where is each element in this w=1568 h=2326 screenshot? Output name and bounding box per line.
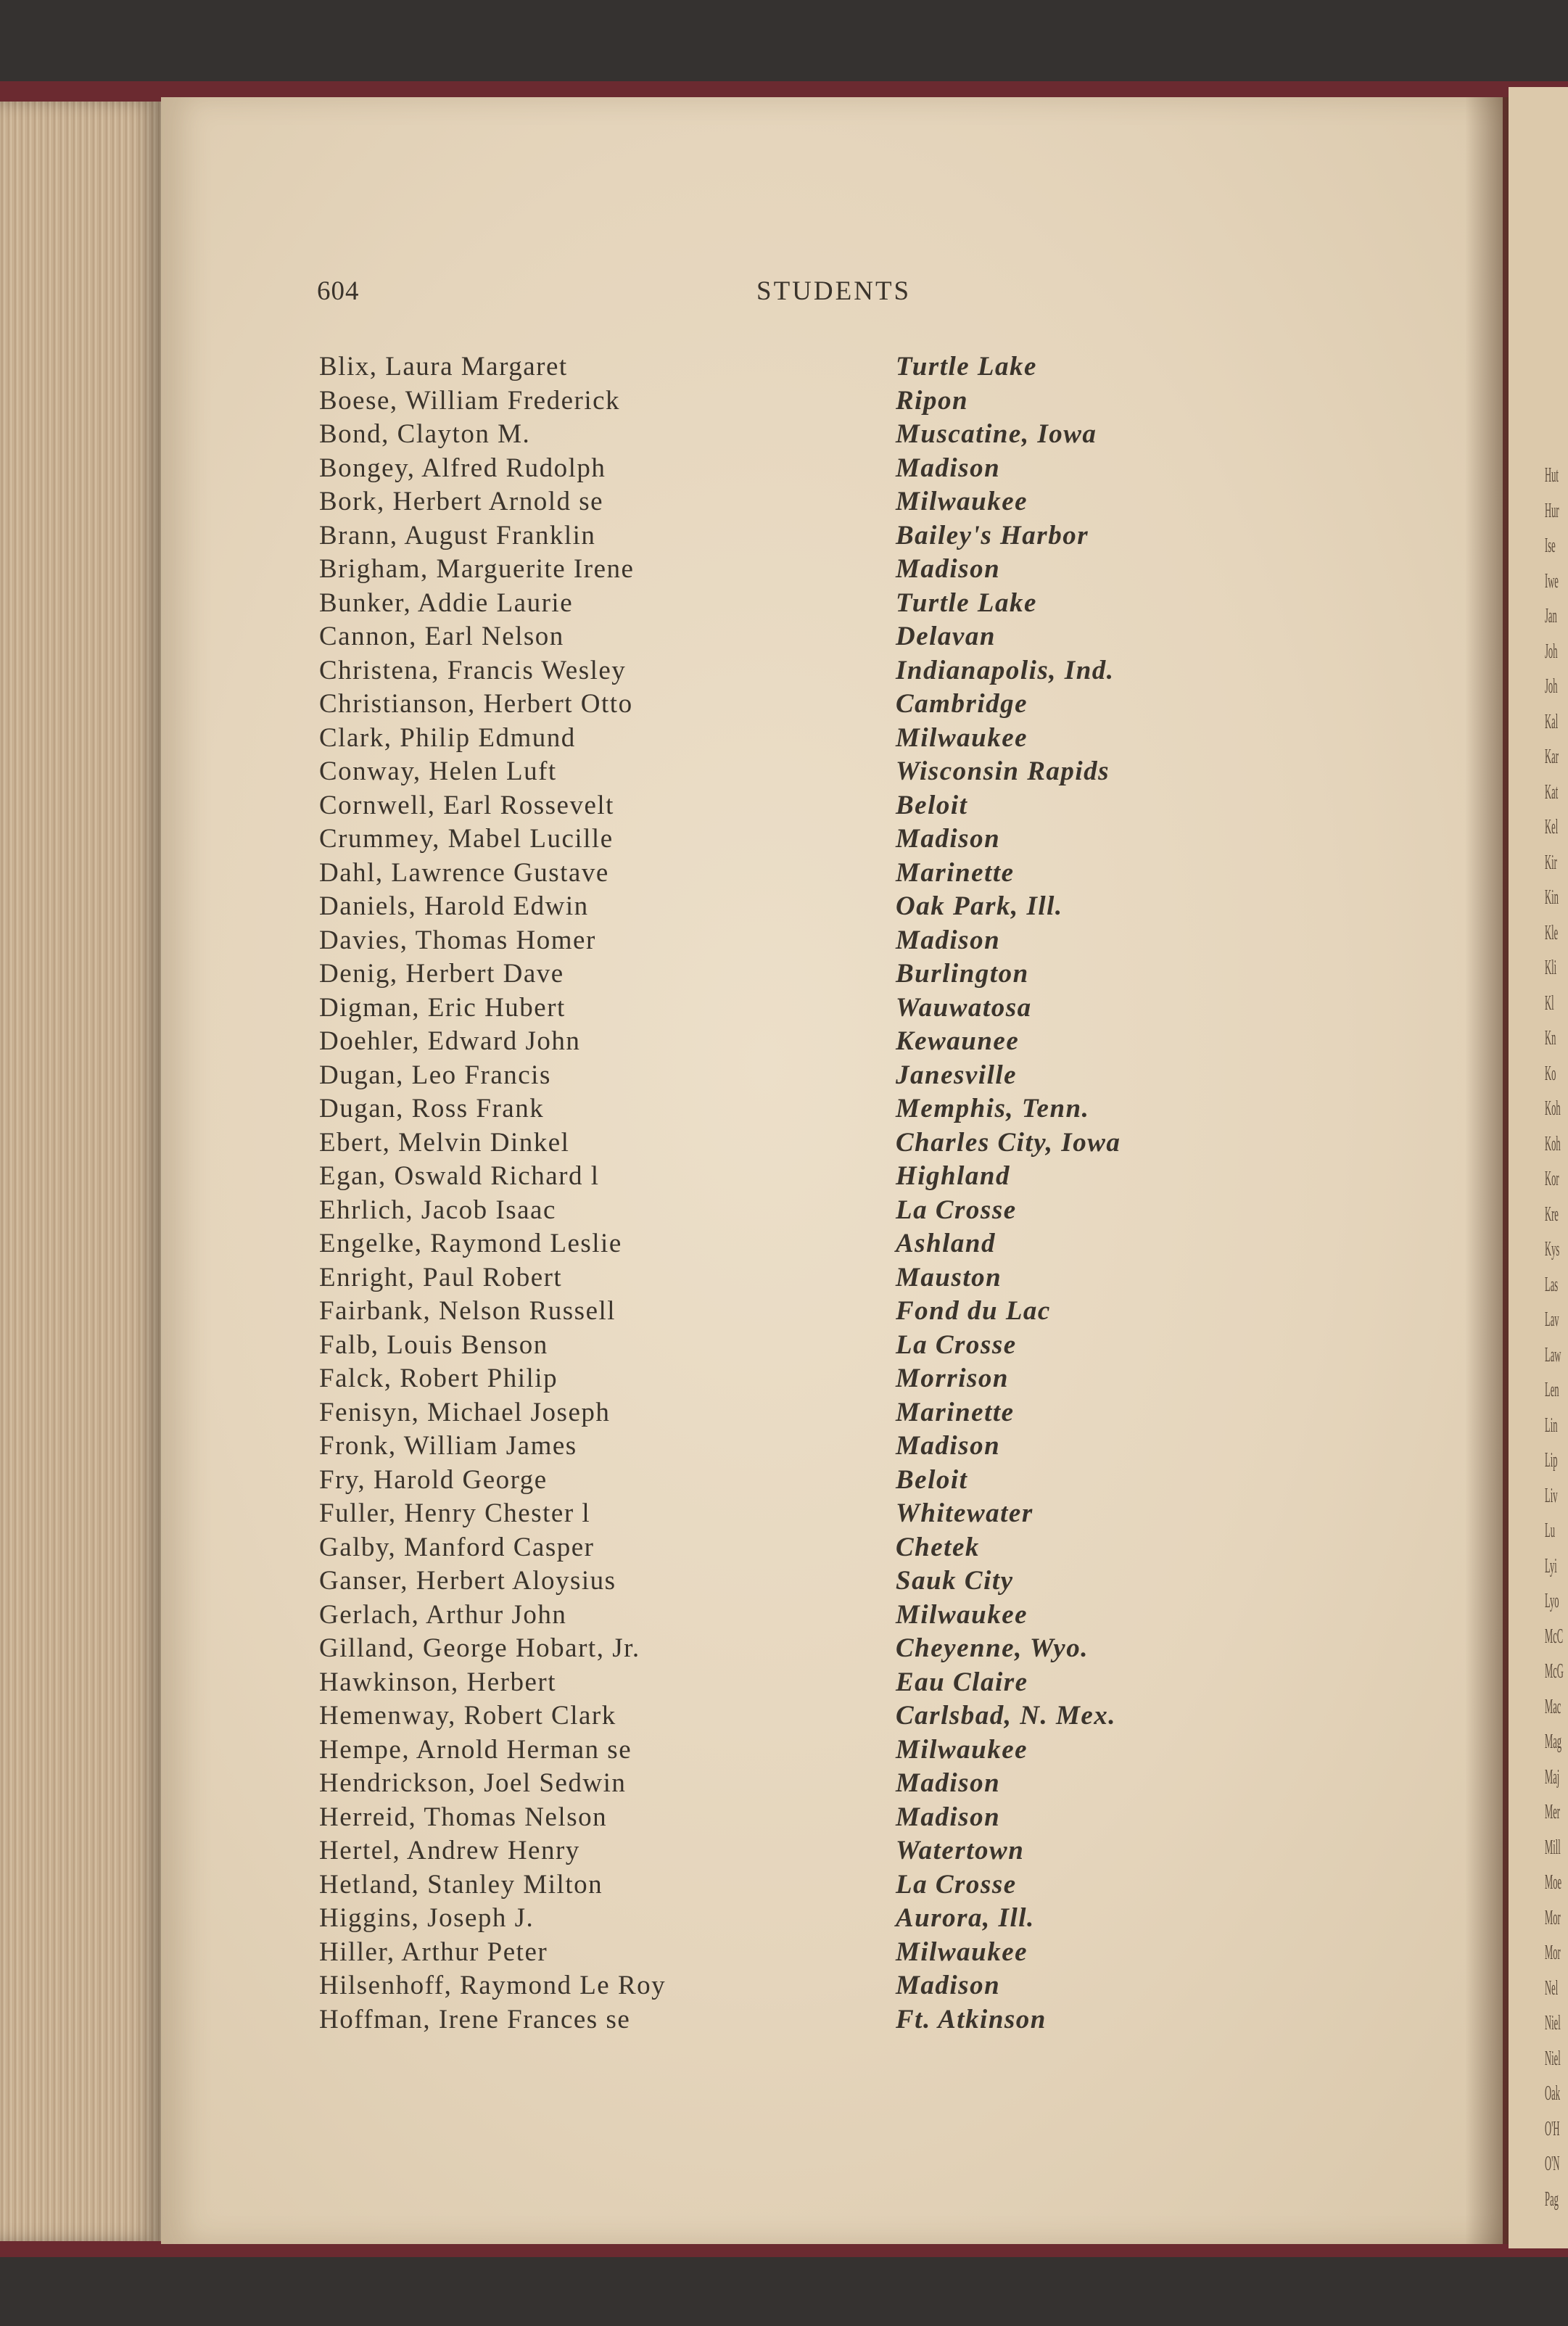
student-row (0, 486, 1568, 520)
student-list (0, 351, 1568, 2037)
facing-page-fragment: Liv (1545, 1484, 1558, 1507)
student-row (0, 1329, 1568, 1364)
student-name: Engelke, Raymond Leslie (319, 1229, 622, 1258)
facing-page-fragment: Niel (1545, 2012, 1561, 2034)
student-name: Doehler, Edward John (319, 1026, 581, 1056)
student-hometown: Oak Park, Ill. (896, 891, 1063, 921)
student-hometown: Ripon (896, 385, 969, 416)
facing-page-fragment: Ise (1545, 535, 1556, 557)
facing-page-fragment: Lip (1545, 1449, 1558, 1472)
facing-page-fragment: Oak (1545, 2082, 1560, 2105)
student-hometown: Madison (896, 824, 1001, 854)
student-name: Hertel, Andrew Henry (319, 1836, 580, 1865)
student-row (0, 1765, 1568, 1802)
student-name: Enright, Paul Robert (319, 1262, 563, 1292)
student-name: Herreid, Thomas Nelson (319, 1802, 608, 1832)
student-hometown: Indianapolis, Ind. (896, 655, 1115, 685)
student-row (0, 385, 1568, 419)
facing-page-fragment: O'H (1545, 2117, 1560, 2140)
student-row (0, 1633, 1568, 1667)
student-name: Hendrickson, Joel Sedwin (319, 1768, 627, 1798)
student-row (0, 453, 1568, 487)
student-hometown: Madison (896, 925, 1001, 955)
facing-page-fragment: Kor (1545, 1168, 1559, 1190)
student-row (0, 1734, 1568, 1768)
student-hometown: Chetek (896, 1532, 980, 1562)
student-hometown: Marinette (896, 1397, 1015, 1427)
student-name: Falb, Louis Benson (319, 1329, 548, 1360)
student-name: Fronk, William James (319, 1431, 577, 1461)
student-name: Egan, Oswald Richard l (319, 1161, 600, 1191)
student-name: Ganser, Herbert Aloysius (319, 1566, 616, 1596)
student-name: Hempe, Arnold Herman se (319, 1734, 632, 1765)
facing-page-fragment: Kin (1545, 886, 1559, 909)
student-row (0, 823, 1568, 857)
student-row (0, 553, 1568, 587)
facing-page-fragment: Kar (1545, 746, 1559, 768)
facing-page-fragment: Lyo (1545, 1590, 1559, 1612)
student-hometown: Highland (896, 1161, 1010, 1191)
student-row (0, 688, 1568, 722)
student-hometown: Mauston (896, 1262, 1002, 1292)
student-name: Blix, Laura Margaret (319, 352, 568, 382)
page-number: 604 (317, 276, 360, 306)
student-row (0, 1835, 1568, 1869)
student-hometown: Beloit (896, 1464, 968, 1495)
student-hometown: Burlington (896, 959, 1029, 989)
student-row (0, 1970, 1568, 2004)
student-hometown: Memphis, Tenn. (896, 1094, 1090, 1123)
facing-page-fragment: Mac (1545, 1695, 1561, 1718)
student-row (0, 1532, 1568, 1566)
facing-page-fragment: Mer (1545, 1801, 1560, 1823)
student-name: Gerlach, Arthur John (319, 1599, 567, 1630)
student-hometown: La Crosse (896, 1869, 1017, 1900)
facing-page-fragment: Hur (1545, 499, 1559, 522)
student-row (0, 418, 1568, 453)
student-name: Hoffman, Irene Frances se (319, 2004, 631, 2034)
facing-page-fragment: Lu (1545, 1519, 1555, 1542)
student-hometown: Eau Claire (896, 1667, 1028, 1697)
student-row (0, 1060, 1568, 1094)
student-name: Christena, Francis Wesley (319, 655, 627, 685)
student-row (0, 891, 1568, 925)
facing-page-fragment: Kat (1545, 780, 1559, 804)
student-hometown: Charles City, Iowa (896, 1127, 1121, 1158)
student-name: Dugan, Ross Frank (319, 1094, 545, 1123)
student-name: Fuller, Henry Chester l (319, 1498, 591, 1528)
student-hometown: Madison (896, 554, 1001, 584)
facing-page-fragment: Ko (1545, 1062, 1556, 1085)
student-name: Digman, Eric Hubert (319, 992, 566, 1023)
student-hometown: Cheyenne, Wyo. (896, 1633, 1089, 1663)
student-hometown: Whitewater (896, 1498, 1033, 1528)
student-hometown: Milwaukee (896, 1599, 1028, 1630)
student-name: Davies, Thomas Homer (319, 925, 596, 955)
student-row (0, 756, 1568, 790)
facing-page-fragment: Kys (1545, 1238, 1560, 1261)
student-name: Conway, Helen Luft (319, 756, 557, 786)
facing-page-fragment: Law (1545, 1343, 1561, 1366)
student-name: Brann, August Franklin (319, 520, 596, 550)
student-hometown: Ashland (896, 1229, 996, 1258)
facing-page-fragment: Kn (1545, 1027, 1556, 1049)
facing-page-fragment: Mor (1545, 1942, 1561, 1964)
student-name: Fenisyn, Michael Joseph (319, 1397, 611, 1427)
facing-page-fragment: Mill (1545, 1836, 1561, 1859)
student-row (0, 1498, 1568, 1532)
student-name: Bond, Clayton M. (319, 419, 531, 449)
student-hometown: Bailey's Harbor (896, 520, 1089, 550)
student-name: Galby, Manford Casper (319, 1532, 595, 1562)
facing-page-fragment: Kel (1545, 816, 1559, 838)
student-name: Cannon, Earl Nelson (319, 622, 564, 651)
facing-page-fragment: Jan (1545, 605, 1557, 627)
facing-page-fragment: McG (1545, 1660, 1564, 1683)
student-row (0, 925, 1568, 959)
student-name: Bork, Herbert Arnold se (319, 487, 604, 516)
student-name: Denig, Herbert Dave (319, 959, 564, 989)
facing-page-fragment: Las (1545, 1273, 1559, 1296)
student-name: Brigham, Marguerite Irene (319, 554, 635, 584)
facing-page-fragment: Koh (1545, 1132, 1561, 1155)
student-hometown: Wisconsin Rapids (896, 756, 1110, 786)
student-hometown: Madison (896, 453, 1001, 483)
facing-page-fragment: Koh (1545, 1097, 1561, 1120)
student-row (0, 857, 1568, 891)
student-row (0, 722, 1568, 756)
student-name: Crummey, Mabel Lucille (319, 824, 614, 854)
student-name: Fry, Harold George (319, 1464, 548, 1495)
facing-page-fragment: Kre (1545, 1203, 1559, 1226)
student-name: Ehrlich, Jacob Isaac (319, 1195, 556, 1225)
student-hometown: Sauk City (896, 1566, 1014, 1596)
facing-page-fragment: Niel (1545, 2047, 1561, 2070)
facing-page-fragment: Moe (1545, 1871, 1562, 1894)
facing-page-fragment: Kl (1545, 991, 1554, 1015)
student-name: Ebert, Melvin Dinkel (319, 1127, 570, 1158)
student-hometown: Morrison (896, 1364, 1009, 1393)
student-hometown: Marinette (896, 857, 1015, 888)
student-hometown: Muscatine, Iowa (896, 419, 1097, 449)
student-row (0, 1464, 1568, 1498)
student-row (0, 1667, 1568, 1701)
student-row (0, 1228, 1568, 1262)
facing-page-fragment: Kle (1545, 921, 1559, 944)
student-name: Cornwell, Earl Rossevelt (319, 790, 614, 820)
student-name: Hilsenhoff, Raymond Le Roy (319, 1971, 667, 2000)
student-hometown: Ft. Atkinson (896, 2004, 1047, 2034)
student-row (0, 1397, 1568, 1431)
student-row (0, 1195, 1568, 1229)
facing-page-fragment: Lav (1545, 1308, 1559, 1331)
facing-page-fragment: Lyi (1545, 1554, 1557, 1578)
student-name: Dahl, Lawrence Gustave (319, 857, 609, 888)
student-hometown: Janesville (896, 1060, 1018, 1090)
facing-page-fragment: O'N (1545, 2153, 1560, 2175)
student-row (0, 1430, 1568, 1464)
student-hometown: Milwaukee (896, 722, 1028, 753)
facing-page-fragment: Mag (1545, 1731, 1562, 1753)
student-hometown: Turtle Lake (896, 352, 1037, 382)
student-row (0, 1026, 1568, 1060)
student-row (0, 1093, 1568, 1127)
student-hometown: Wauwatosa (896, 992, 1032, 1023)
student-hometown: Milwaukee (896, 1734, 1028, 1765)
page-header (0, 276, 1568, 312)
student-row (0, 1565, 1568, 1599)
student-row (0, 1869, 1568, 1903)
student-row (0, 1599, 1568, 1633)
student-row (0, 1363, 1568, 1397)
student-name: Dugan, Leo Francis (319, 1060, 551, 1090)
student-hometown: Beloit (896, 790, 968, 820)
facing-page-fragment: McC (1545, 1625, 1564, 1648)
student-hometown: La Crosse (896, 1195, 1017, 1225)
facing-page-fragment: Maj (1545, 1765, 1560, 1789)
student-row (0, 1262, 1568, 1296)
facing-page-fragment: Lin (1545, 1414, 1558, 1437)
student-hometown: Delavan (896, 622, 996, 651)
student-row (0, 1937, 1568, 1971)
student-row (0, 1295, 1568, 1329)
student-row (0, 992, 1568, 1026)
student-hometown: Cambridge (896, 689, 1028, 719)
student-hometown: Madison (896, 1768, 1001, 1798)
facing-page-fragment: Hut (1545, 464, 1559, 487)
facing-page-fragment: Kli (1545, 957, 1557, 979)
student-hometown: Turtle Lake (896, 587, 1037, 618)
student-row (0, 1802, 1568, 1836)
student-row (0, 520, 1568, 554)
facing-page-fragment: Iwe (1545, 569, 1559, 593)
student-hometown: Milwaukee (896, 1937, 1028, 1967)
student-hometown: Madison (896, 1971, 1001, 2000)
student-name: Bunker, Addie Laurie (319, 587, 574, 618)
student-row (0, 1700, 1568, 1734)
student-row (0, 790, 1568, 824)
student-name: Hiller, Arthur Peter (319, 1937, 548, 1967)
student-row (0, 2004, 1568, 2038)
student-hometown: Fond du Lac (896, 1296, 1051, 1326)
student-hometown: Milwaukee (896, 487, 1028, 516)
facing-page-fragment: Joh (1545, 675, 1558, 698)
student-row (0, 621, 1568, 655)
student-hometown: Madison (896, 1431, 1001, 1461)
student-row (0, 958, 1568, 992)
student-name: Hetland, Stanley Milton (319, 1869, 603, 1900)
student-name: Hawkinson, Herbert (319, 1667, 557, 1697)
facing-page-fragment: Kir (1545, 851, 1557, 874)
facing-page-fragment: Len (1545, 1379, 1559, 1401)
facing-page-fragment: Joh (1545, 640, 1558, 663)
running-title: STUDENTS (756, 276, 912, 306)
student-name: Fairbank, Nelson Russell (319, 1296, 616, 1326)
student-name: Christianson, Herbert Otto (319, 689, 633, 719)
student-hometown: Kewaunee (896, 1026, 1020, 1056)
student-hometown: Madison (896, 1802, 1001, 1832)
student-hometown: Carlsbad, N. Mex. (896, 1701, 1117, 1731)
student-name: Clark, Philip Edmund (319, 722, 576, 753)
facing-page-fragment: Nel (1545, 1976, 1559, 2000)
student-name: Falck, Robert Philip (319, 1364, 558, 1393)
student-name: Gilland, George Hobart, Jr. (319, 1633, 640, 1663)
student-row (0, 587, 1568, 622)
student-name: Higgins, Joseph J. (319, 1903, 535, 1933)
student-hometown: La Crosse (896, 1329, 1017, 1360)
student-row (0, 655, 1568, 689)
student-name: Daniels, Harold Edwin (319, 891, 589, 921)
student-name: Hemenway, Robert Clark (319, 1701, 616, 1731)
student-row (0, 1902, 1568, 1937)
facing-page-fragment: Mor (1545, 1906, 1561, 1929)
student-row (0, 1127, 1568, 1161)
student-row (0, 351, 1568, 385)
student-hometown: Aurora, Ill. (896, 1903, 1035, 1933)
student-name: Boese, William Frederick (319, 385, 621, 416)
student-row (0, 1160, 1568, 1195)
student-hometown: Watertown (896, 1836, 1025, 1865)
facing-page-fragment: Pag (1545, 2187, 1559, 2211)
student-name: Bongey, Alfred Rudolph (319, 453, 606, 483)
facing-page-fragment: Kal (1545, 710, 1559, 733)
